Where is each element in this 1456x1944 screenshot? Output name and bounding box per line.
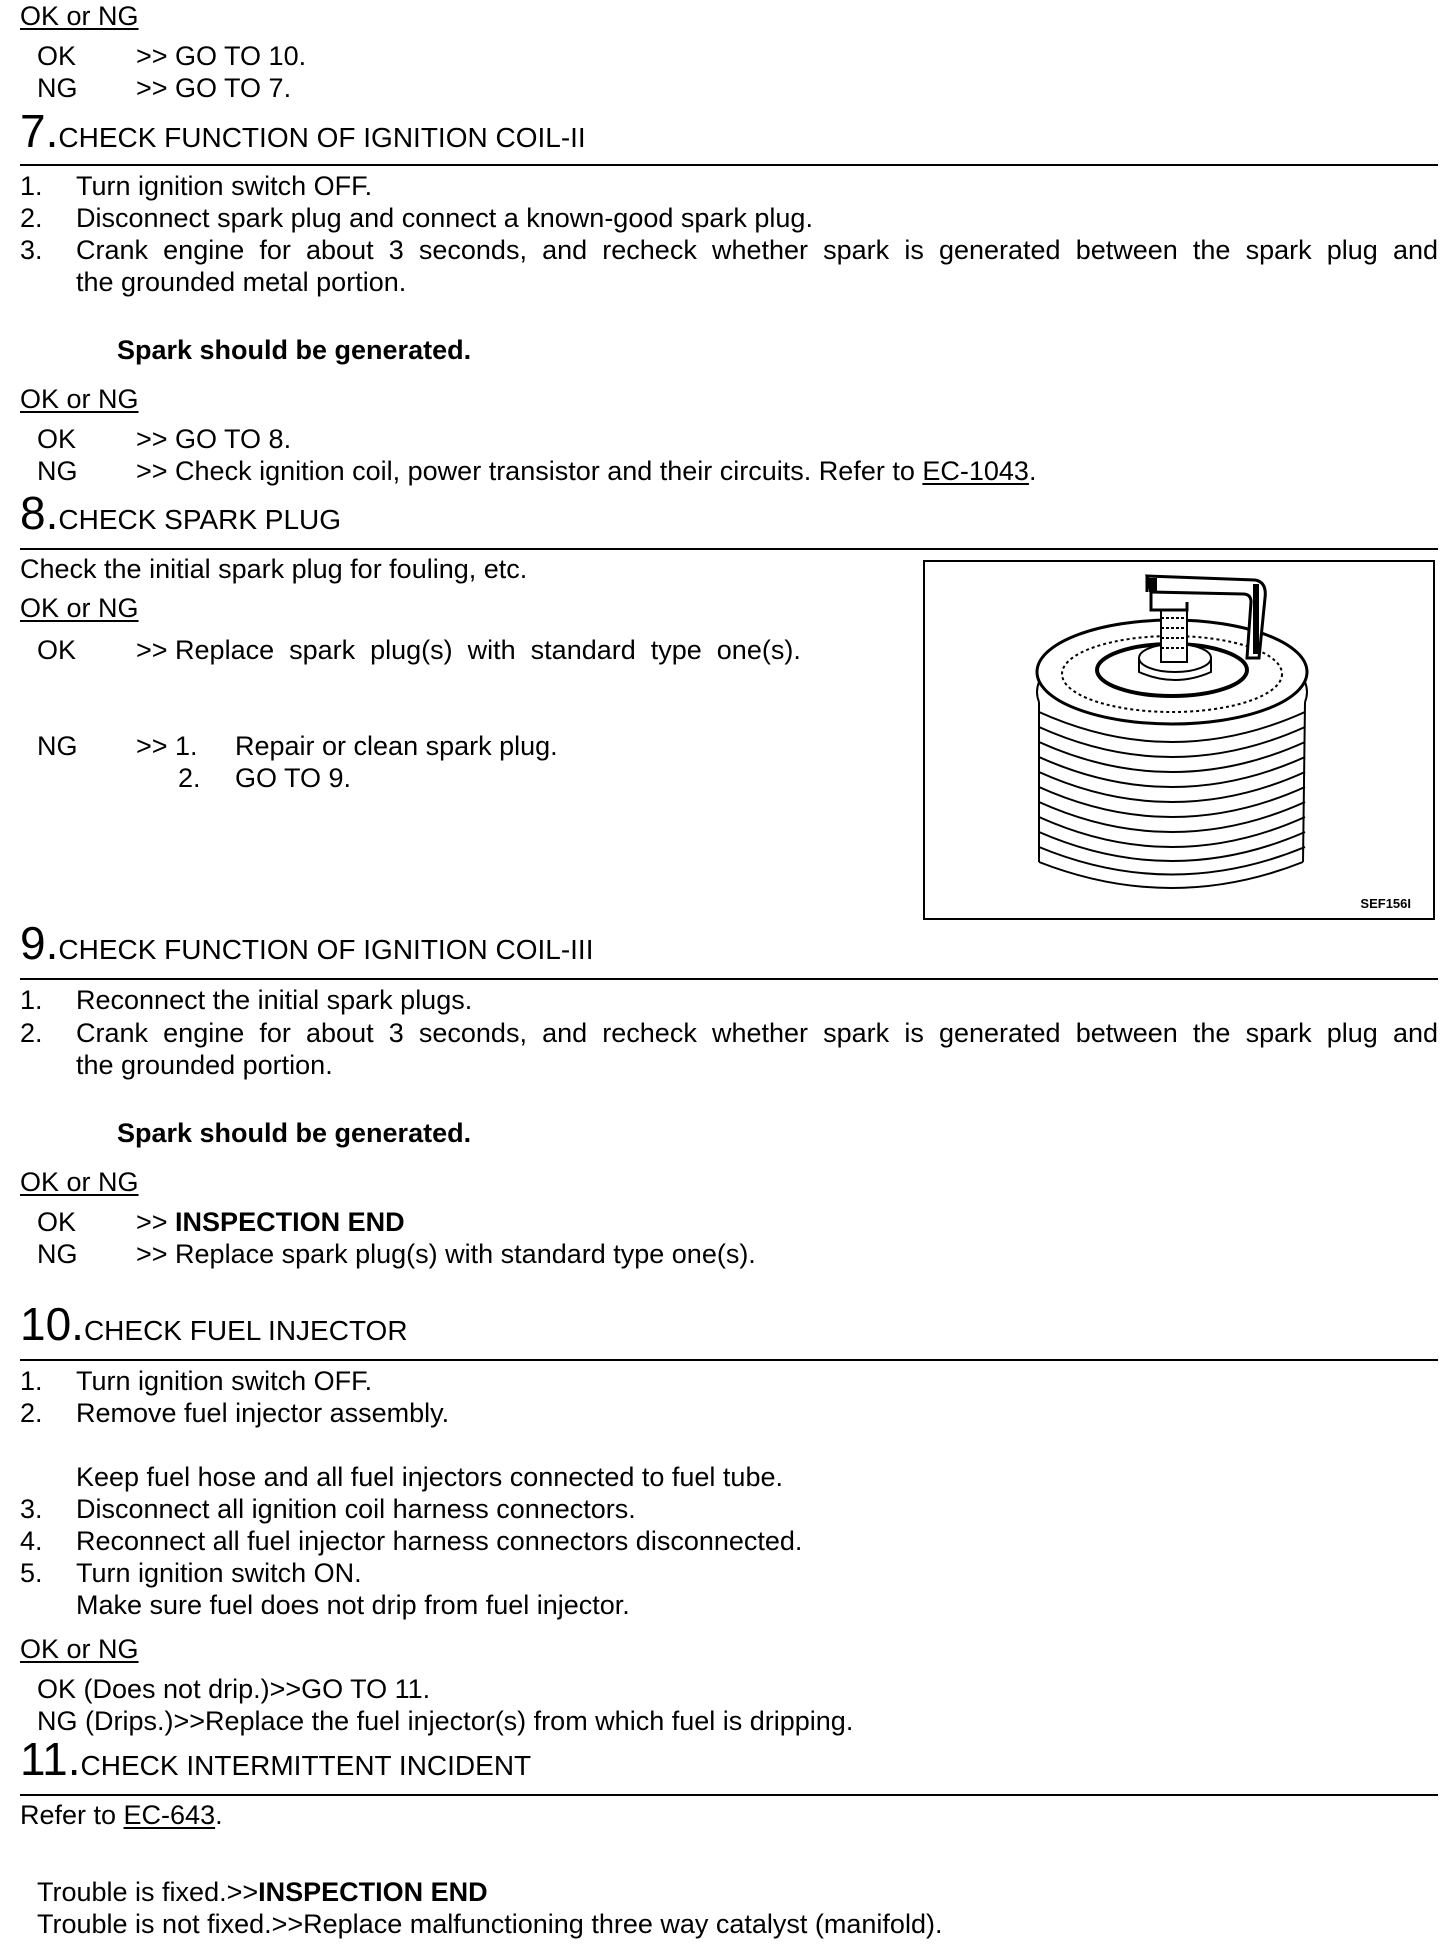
step7-item1-text: Turn ignition switch OFF.	[76, 171, 373, 201]
step7-title: CHECK FUNCTION OF IGNITION COIL-II	[58, 122, 586, 153]
step9-ok-text: INSPECTION END	[175, 1207, 405, 1237]
step8-rule	[20, 548, 1438, 550]
step10-item4-num: 4.	[20, 1526, 43, 1556]
step7-spec: Spark should be generated.	[117, 335, 472, 365]
step7-ok-text: >> GO TO 8.	[136, 424, 292, 454]
step11-refer-link[interactable]: EC-643	[123, 1800, 216, 1830]
step9-item1-text: Reconnect the initial spark plugs.	[76, 985, 473, 1015]
step11-refer-text: Refer to	[20, 1800, 124, 1830]
step9-ok-line	[136, 1206, 405, 1239]
top-ok-ng-heading: OK or NG	[20, 1, 139, 31]
step9-item2-text-cont: the grounded portion.	[76, 1050, 333, 1080]
step9-ok-label: OK	[37, 1207, 77, 1237]
step9-rule	[20, 978, 1438, 980]
step7-item3-text-cont: the grounded metal portion.	[76, 267, 407, 297]
step8-ok-ng-heading: OK or NG	[20, 593, 139, 623]
top-ng-text: >> GO TO 7.	[136, 73, 292, 103]
step9-heading	[20, 917, 594, 969]
step7-ng-line	[136, 455, 1036, 488]
step10-heading	[20, 1298, 408, 1350]
step9-ng-label: NG	[37, 1239, 78, 1269]
step8-title: CHECK SPARK PLUG	[58, 504, 342, 535]
step10-ng-text: NG (Drips.)>>Replace the fuel injector(s) from which fuel is dripping.	[37, 1706, 854, 1736]
step11-notfixed-text: Trouble is not fixed.>>Replace malfunctioning three way catalyst (manifold).	[37, 1909, 943, 1939]
step10-note: Keep fuel hose and all fuel injectors connected to fuel tube.	[76, 1462, 783, 1492]
step10-item2-num: 2.	[20, 1398, 43, 1428]
step8-heading	[20, 487, 342, 539]
step10-item5-text-cont: Make sure fuel does not drip from fuel injector.	[76, 1590, 630, 1620]
step11-title: CHECK INTERMITTENT INCIDENT	[80, 1750, 532, 1781]
step9-ok-ng-heading: OK or NG	[20, 1167, 139, 1197]
step10-item4-text: Reconnect all fuel injector harness connectors disconnected.	[76, 1526, 803, 1556]
step8-ng-sub2: GO TO 9.	[235, 763, 352, 793]
step9-ng-text: >> Replace spark plug(s) with standard type one(s).	[136, 1239, 756, 1269]
figure-code: SEF156I	[1360, 896, 1411, 911]
step7-item2-text: Disconnect spark plug and connect a known-good spark plug.	[76, 203, 813, 233]
step9-ok-arrow: >>	[136, 1207, 176, 1237]
step7-ng-link[interactable]: EC-1043	[922, 456, 1029, 486]
step10-ok-ng-heading: OK or NG	[20, 1634, 139, 1664]
step10-item3-num: 3.	[20, 1494, 43, 1524]
step10-item2-text: Remove fuel injector assembly.	[76, 1398, 450, 1428]
step8-ok-text: >> Replace spark plug(s) with standard type one(s).	[136, 635, 801, 665]
step8-ng-label: NG	[37, 731, 78, 761]
step8-ok-label: OK	[37, 635, 77, 665]
step10-item3-text: Disconnect all ignition coil harness connectors.	[76, 1494, 636, 1524]
step7-ng-end: .	[1028, 456, 1037, 486]
step11-fixed-bold: INSPECTION END	[258, 1877, 488, 1907]
step7-item2-num: 2.	[20, 203, 43, 233]
step9-spec: Spark should be generated.	[117, 1118, 472, 1148]
step9-title: CHECK FUNCTION OF IGNITION COIL-III	[58, 934, 594, 965]
step8-ng-arrow: >> 1.	[136, 731, 198, 761]
step11-heading	[20, 1733, 532, 1785]
step8-body: Check the initial spark plug for fouling, etc.	[20, 554, 528, 584]
step11-fixed-line	[37, 1876, 488, 1909]
step9-number: 9.	[20, 917, 59, 969]
spark-plug-figure	[923, 560, 1435, 920]
step10-number: 10.	[20, 1298, 84, 1350]
step8-ng-sub1: Repair or clean spark plug.	[235, 731, 558, 761]
step11-refer-end: .	[215, 1800, 223, 1830]
top-ok-label: OK	[37, 41, 77, 71]
step7-ok-label: OK	[37, 424, 77, 454]
step7-rule	[20, 164, 1438, 166]
step10-item5-num: 5.	[20, 1558, 43, 1588]
step9-item2-text: Crank engine for about 3 seconds, and recheck whether spark is generated between the spark plug and	[76, 1018, 1438, 1048]
step10-rule	[20, 1359, 1438, 1361]
step11-number: 11.	[20, 1733, 81, 1785]
step11-rule	[20, 1794, 1438, 1796]
step7-item3-text: Crank engine for about 3 seconds, and recheck whether spark is generated between the spark plug and	[76, 235, 1438, 265]
spark-plug-illustration	[925, 562, 1433, 918]
step7-item3-num: 3.	[20, 235, 43, 265]
step10-title: CHECK FUEL INJECTOR	[83, 1315, 408, 1346]
step9-item1-num: 1.	[20, 985, 43, 1015]
step10-ok-text: OK (Does not drip.)>>GO TO 11.	[37, 1674, 431, 1704]
step9-item2-num: 2.	[20, 1018, 43, 1048]
step10-item1-text: Turn ignition switch OFF.	[76, 1366, 373, 1396]
step7-ng-text: >> Check ignition coil, power transistor and their circuits. Refer to	[136, 456, 923, 486]
step7-number: 7.	[20, 105, 59, 157]
step10-item5-text: Turn ignition switch ON.	[76, 1558, 362, 1588]
step8-ng-sub2-num: 2.	[178, 763, 201, 793]
top-ok-text: >> GO TO 10.	[136, 41, 307, 71]
step7-item1-num: 1.	[20, 171, 43, 201]
step7-ng-label: NG	[37, 456, 78, 486]
top-ng-label: NG	[37, 73, 78, 103]
step11-refer-line	[20, 1799, 223, 1832]
step11-fixed-text: Trouble is fixed.>>	[37, 1877, 259, 1907]
step7-ok-ng-heading: OK or NG	[20, 384, 139, 414]
step7-heading	[20, 105, 586, 157]
step10-item1-num: 1.	[20, 1366, 43, 1396]
step8-number: 8.	[20, 487, 59, 539]
